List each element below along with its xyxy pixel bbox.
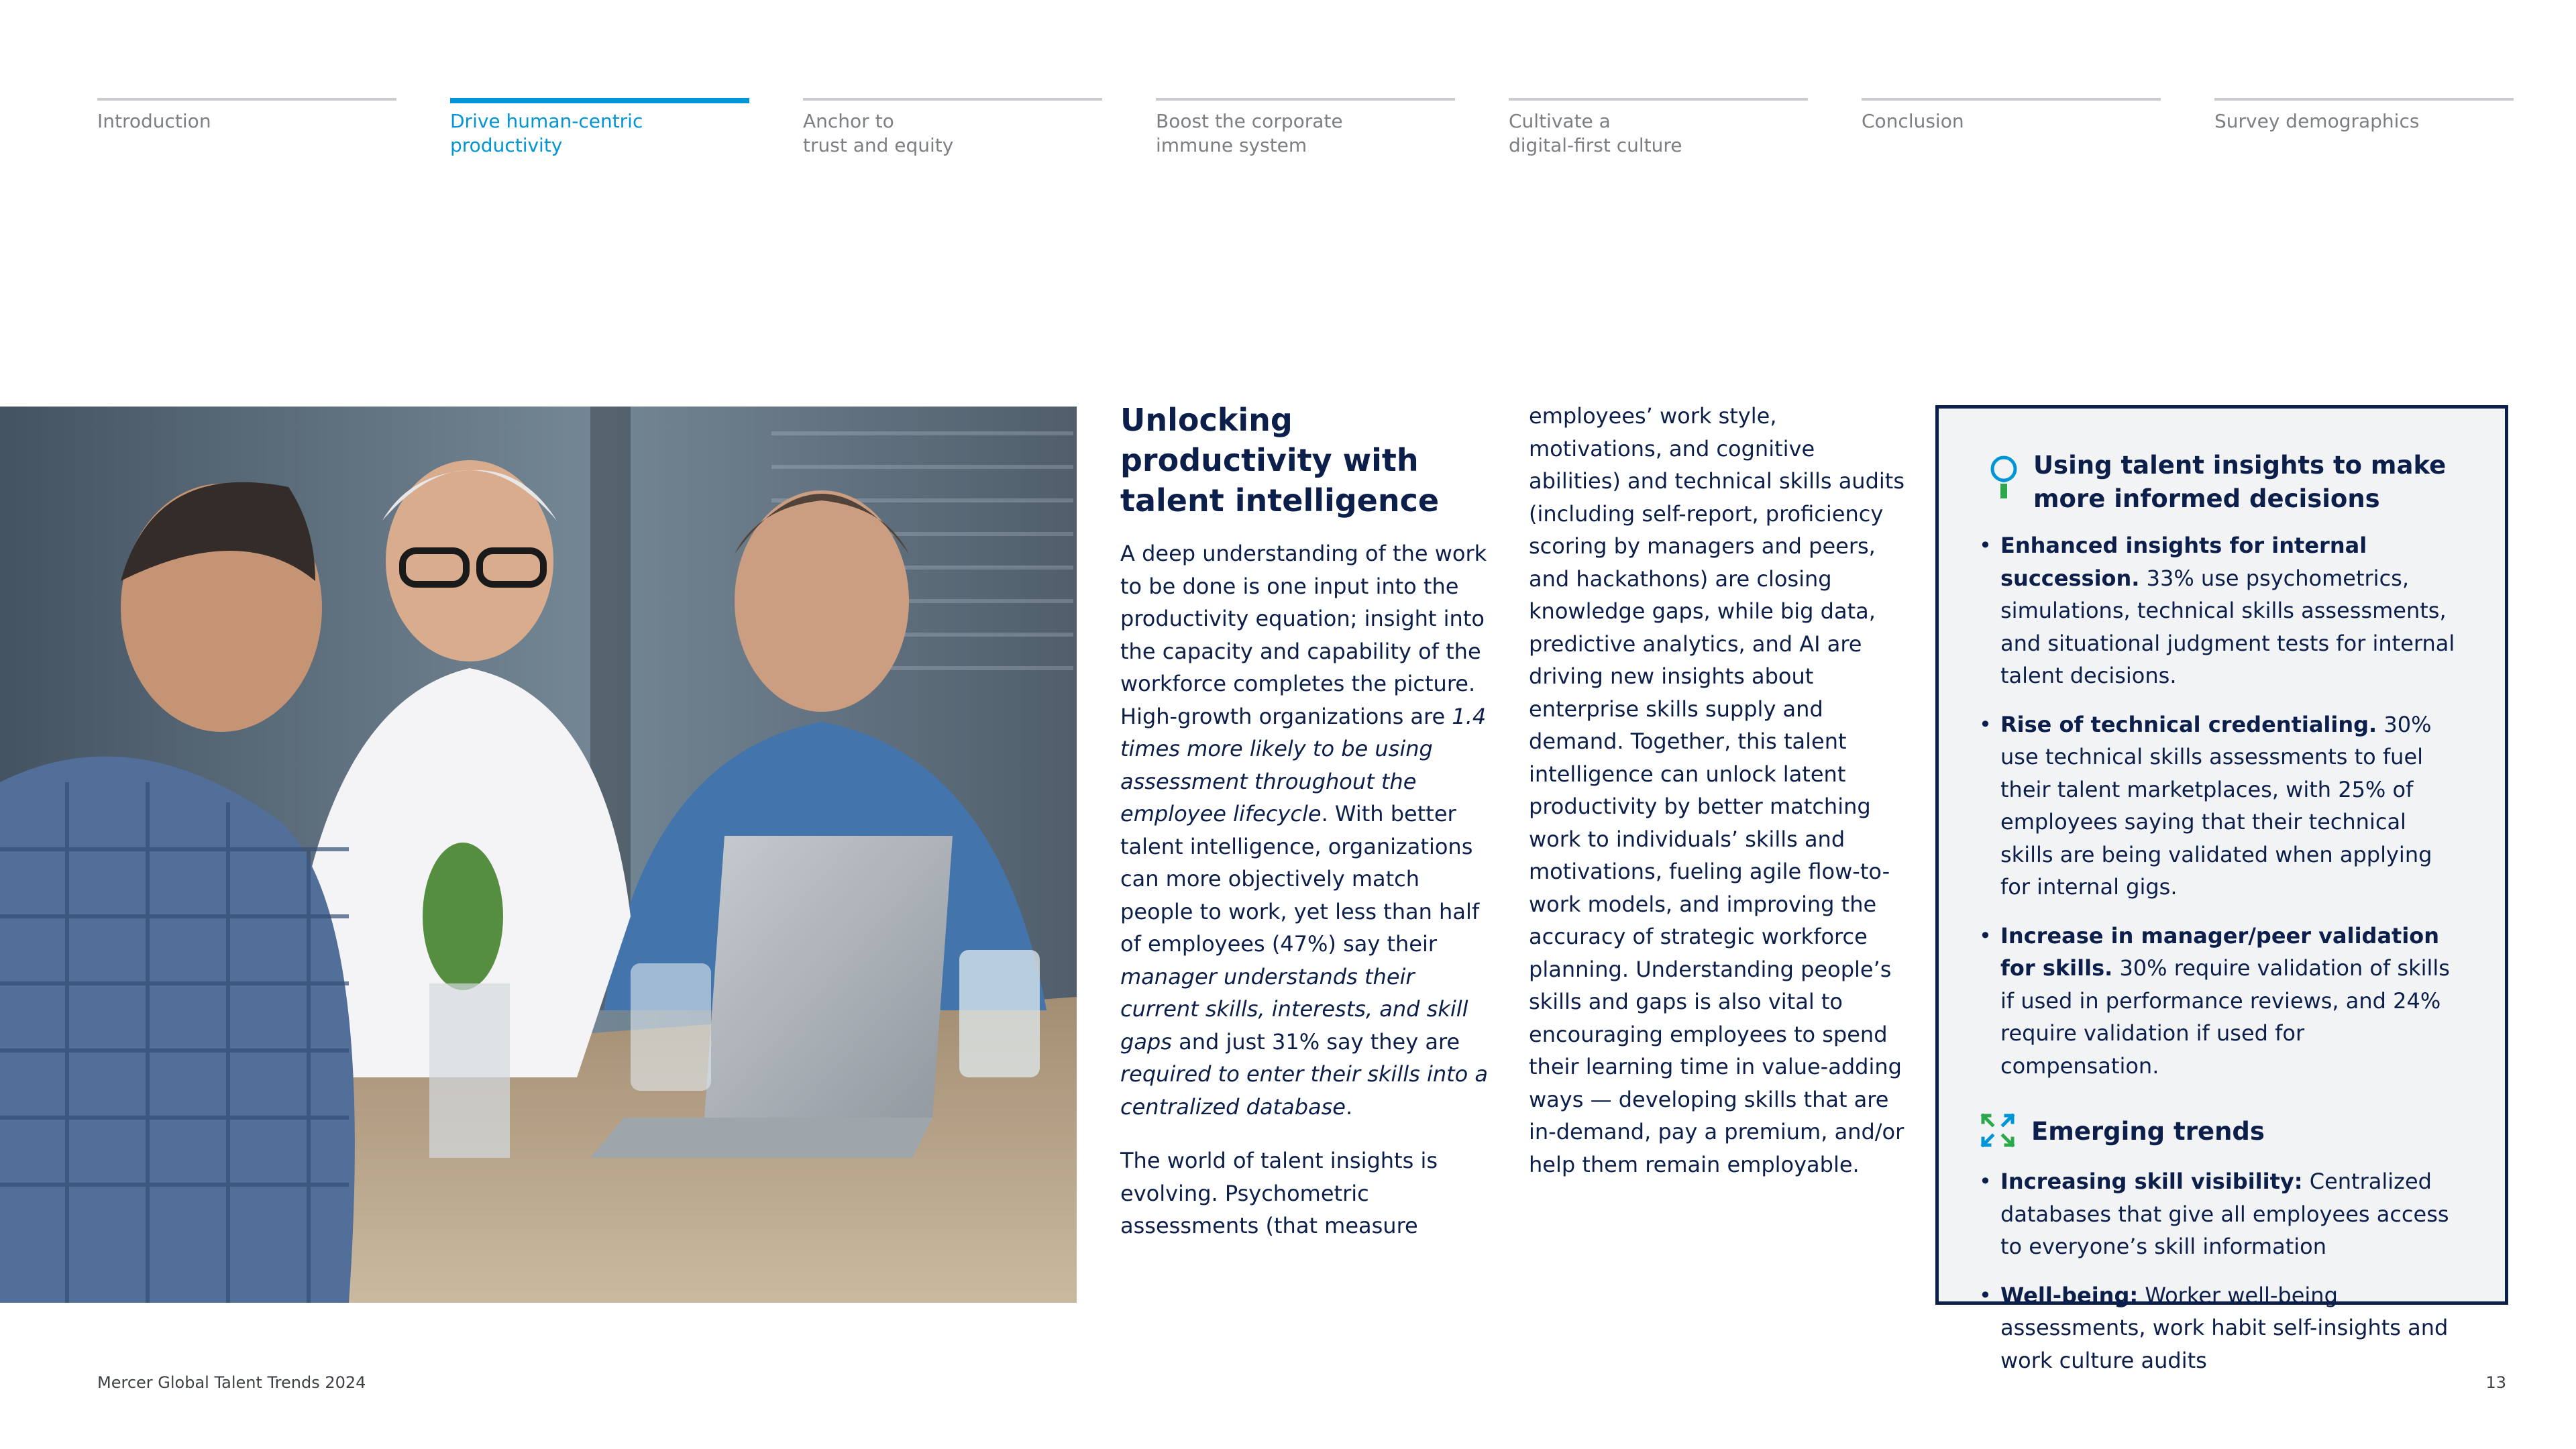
italic-stat: manager understands their current skills, interests, and skill gaps: [1120, 963, 1468, 1055]
list-item-lead: Increasing skill visibility:: [2000, 1169, 2303, 1194]
list-item-lead: Well-being:: [2000, 1282, 2139, 1308]
nav-tab-label: Boost the corporate: [1156, 110, 1343, 132]
text-run: . With better talent intelligence, organizations can more objectively match people to work, yet less than half of employees (47%) say their: [1120, 801, 1480, 957]
nav-tab-label: Drive human-centric: [450, 110, 643, 132]
box-header: [1989, 449, 2465, 516]
article-column-1: [1120, 400, 1496, 1264]
list-item-text: 33% use psychometrics, simulations, technical skills assessments, and situational judgment tests for internal talent decisions.: [2000, 565, 2455, 688]
talent-insights-box: [1935, 405, 2508, 1373]
article-paragraph-1: [1120, 537, 1496, 1123]
page-number: 13: [2485, 1373, 2506, 1392]
list-item-lead: Enhanced insights for internal succession.: [2000, 533, 2367, 591]
list-item: [1979, 1279, 2465, 1377]
italic-stat: required to enter their skills into a centralized database: [1120, 1061, 1489, 1120]
expand-arrows-icon: [1979, 1112, 2017, 1152]
nav-tab-label: Cultivate a: [1509, 110, 1611, 132]
nav-tab-introduction[interactable]: [97, 98, 396, 133]
nav-tab-digital-culture[interactable]: [1509, 98, 1808, 158]
article-column-2: [1529, 400, 1904, 1181]
trends-list: [1979, 1165, 2465, 1377]
trends-header: [1979, 1112, 2465, 1152]
nav-tab-drive-productivity[interactable]: [450, 98, 749, 158]
insights-list: [1979, 529, 2465, 1082]
nav-tab-immune-system[interactable]: [1156, 98, 1455, 158]
list-item: [1979, 708, 2465, 904]
list-item-text: Worker well-being assessments, work habit self-insights and work culture audits: [2000, 1282, 2449, 1373]
list-item: [1979, 1165, 2465, 1263]
nav-tab-label: Anchor to: [803, 110, 894, 132]
list-item-lead: Increase in manager/peer validation for skills.: [2000, 922, 2440, 981]
list-item-lead: Rise of technical credentialing.: [2000, 711, 2377, 737]
italic-stat: 1.4 times more likely to be using assessment throughout the employee lifecycle: [1120, 703, 1487, 826]
text-run: .: [1345, 1093, 1353, 1120]
list-item-text: Centralized databases that give all employees access to everyone’s skill information: [2000, 1169, 2449, 1259]
nav-tab-label: Conclusion: [1862, 110, 1964, 132]
nav-tab-label-line2: immune system: [1156, 134, 1307, 156]
article-paragraph-2: The world of talent insights is evolving. Psychometric assessments (that measure: [1120, 1148, 1438, 1238]
nav-tab-trust-equity[interactable]: [803, 98, 1102, 158]
nav-tab-survey-demographics[interactable]: [2214, 98, 2514, 133]
article-heading: Unlocking productivity with talent intelligence: [1120, 402, 1440, 519]
nav-tab-label-line2: digital-first culture: [1509, 134, 1682, 156]
article-paragraph-2-continued: employees’ work style, motivations, and cognitive abilities) and technical skills audits (including self-report, proficiency scoring by managers and peers, and hackathons) are closing knowledge gaps, while big data, predictive analytics, and AI are driving new insights about enterprise skills supply and demand. Together, this talent intelligence can unlock latent productivity by better matching work to individuals’ skills and motivations, fueling agile flow-to-work models, and improving the accuracy of strategic workforce planning. Understanding people’s skills and gaps is also vital to encouraging employees to spend their learning time in value-adding ways — developing skills that are in-demand, pay a premium, and/or help them remain employable.: [1529, 403, 1904, 1177]
lightbulb-icon: [1989, 454, 2019, 505]
box-title: Using talent insights to make more informed decisions: [2033, 451, 2447, 513]
nav-tab-label: Introduction: [97, 110, 211, 132]
list-item-text: 30% require validation of skills if used in performance reviews, and 24% require validation if used for compensation.: [2000, 955, 2450, 1079]
nav-tab-label-line2: trust and equity: [803, 134, 954, 156]
team-at-laptop-photo: [0, 407, 1077, 1303]
publication-title: Mercer Global Talent Trends 2024: [97, 1373, 366, 1392]
section-nav: [97, 98, 2516, 165]
nav-tab-label: Survey demographics: [2214, 110, 2420, 132]
list-item: [1979, 529, 2465, 692]
trends-title: Emerging trends: [2031, 1117, 2265, 1146]
nav-tab-conclusion[interactable]: [1862, 98, 2161, 133]
text-run: and just 31% say they are: [1171, 1028, 1460, 1055]
photo-illustration: [0, 407, 1077, 1303]
text-run: A deep understanding of the work to be done is one input into the productivity equation; insight into the capacity and capability of the workforce completes the picture. High-growth organizations are: [1120, 541, 1487, 729]
list-item: [1979, 920, 2465, 1083]
list-item-text: 30% use technical skills assessments to fuel their talent marketplaces, with 25% of employees saying that their technical skills are being validated when applying for internal gigs.: [2000, 711, 2432, 900]
nav-tab-label-line2: productivity: [450, 134, 563, 156]
